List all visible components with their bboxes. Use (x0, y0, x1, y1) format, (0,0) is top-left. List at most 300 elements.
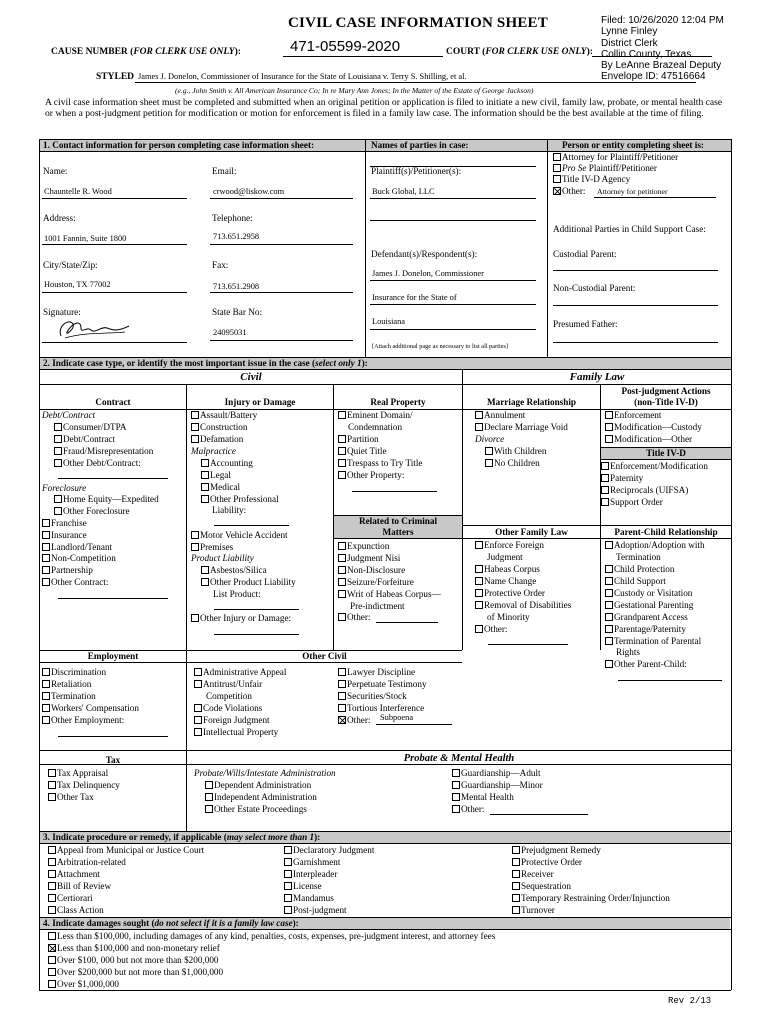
procedure-option-label: License (293, 881, 322, 891)
checkbox[interactable] (42, 578, 50, 586)
name-field[interactable]: Chauntelle R. Wood (44, 187, 112, 196)
procedure-option-label: Certiorari (57, 893, 93, 903)
opt-criminal-other[interactable]: Other: (338, 612, 370, 623)
injury-header: Injury or Damage (224, 397, 296, 407)
opt-asbestos[interactable]: Asbestos/Silica (201, 565, 267, 576)
checkbox[interactable] (54, 507, 62, 515)
opt-other-employment[interactable]: Other Employment: (42, 715, 124, 726)
opt-tax-delinquency[interactable]: Tax Delinquency (48, 780, 120, 791)
checkbox[interactable] (605, 411, 613, 419)
styled-field[interactable]: James J. Donelon, Commissioner of Insurance for the State of Louisiana v. Terry S. Shilling, et al. (138, 72, 467, 81)
procedure-option[interactable] (48, 893, 204, 905)
checkbox[interactable] (48, 968, 56, 976)
opt-accounting[interactable]: Accounting (201, 458, 253, 469)
checkbox[interactable] (201, 495, 209, 503)
presumed-father-label: Presumed Father: (553, 319, 618, 329)
opt-retaliation[interactable]: Retaliation (42, 679, 91, 690)
stamp-county: Collin County, Texas (601, 48, 692, 60)
checkbox[interactable] (194, 716, 202, 724)
custodial-parent-label: Custodial Parent: (553, 249, 617, 259)
stamp-envelope: Envelope ID: 47516664 (601, 71, 706, 83)
checkbox[interactable] (42, 554, 50, 562)
opt-other-foreclosure[interactable]: Other Foreclosure (54, 506, 130, 517)
opt-no-children[interactable]: No Children (485, 458, 540, 469)
section-2-title: 2. Indicate case type, or identify the most important issue in the case (select only 1): (43, 358, 368, 368)
checkbox[interactable] (605, 423, 613, 431)
checkbox[interactable] (338, 542, 346, 550)
opt-tax-appraisal[interactable]: Tax Appraisal (48, 768, 108, 779)
checkbox[interactable] (48, 882, 56, 890)
opt-probate-other[interactable]: Other: (452, 804, 484, 815)
tax-header: Tax (105, 755, 121, 765)
checkbox[interactable] (54, 459, 62, 467)
checkbox[interactable] (485, 447, 493, 455)
opt-quiet-title[interactable]: Quiet Title (338, 446, 387, 457)
opt-workers-comp[interactable]: Workers' Compensation (42, 703, 139, 714)
opt-other-civil[interactable]: Other: (338, 715, 370, 726)
procedure-option[interactable] (512, 869, 670, 881)
checkbox[interactable] (191, 411, 199, 419)
checkbox[interactable] (191, 435, 199, 443)
divorce-label: Divorce (475, 434, 505, 444)
opt-other-debt[interactable]: Other Debt/Contract: (54, 458, 141, 469)
checkbox[interactable] (452, 781, 460, 789)
opt-pro-se[interactable]: Pro Se Plaintiff/Petitioner (553, 163, 657, 174)
checkbox[interactable] (201, 578, 209, 586)
opt-partnership[interactable]: Partnership (42, 565, 93, 576)
procedure-option[interactable] (512, 905, 670, 917)
procedure-option-label: Class Action (57, 905, 104, 915)
opt-writ-habeas[interactable]: Writ of Habeas Corpus— (338, 589, 441, 600)
checkbox[interactable] (512, 906, 520, 914)
checkbox[interactable] (605, 637, 613, 645)
checkbox[interactable] (605, 577, 613, 585)
judgment-label: Judgment (487, 552, 523, 562)
list-product-label: List Product: (213, 589, 261, 599)
checkbox[interactable] (194, 680, 202, 688)
opt-other-property[interactable]: Other Property: (338, 470, 404, 481)
opt-defamation[interactable]: Defamation (191, 434, 243, 445)
telephone-label: Telephone: (212, 213, 253, 223)
checkbox[interactable] (553, 175, 561, 183)
opt-non-competition[interactable]: Non-Competition (42, 553, 116, 564)
opt-termination-rights[interactable]: Termination of Parental (605, 636, 701, 647)
email-field[interactable]: crwood@liskow.com (213, 187, 285, 196)
procedure-option[interactable] (48, 869, 204, 881)
checkbox[interactable] (605, 541, 613, 549)
checkbox[interactable] (48, 846, 56, 854)
pre-indictment-label: Pre-indictment (350, 601, 405, 611)
checkbox[interactable] (201, 471, 209, 479)
court-label: COURT (FOR CLERK USE ONLY): (446, 47, 593, 57)
checkbox[interactable] (338, 692, 346, 700)
checkbox[interactable] (475, 565, 483, 573)
opt-expunction[interactable]: Expunction (338, 541, 389, 552)
checkbox[interactable] (194, 728, 202, 736)
procedure-option[interactable] (512, 845, 670, 857)
opt-other-parent-child[interactable]: Other Parent-Child: (605, 659, 687, 670)
opt-assault[interactable]: Assault/Battery (191, 410, 257, 421)
procedure-option-label: Mandamus (293, 893, 334, 903)
opt-attorney[interactable]: Attorney for Plaintiff/Petitioner (553, 152, 678, 163)
checkbox[interactable] (54, 423, 62, 431)
checkbox[interactable] (475, 541, 483, 549)
parent-child-header: Parent-Child Relationship (614, 527, 718, 537)
fax-label: Fax: (212, 260, 229, 270)
checkbox[interactable] (338, 411, 346, 419)
checkbox[interactable] (338, 554, 346, 562)
opt-mod-other[interactable]: Modification—Other (605, 434, 692, 445)
procedure-option-label: Attachment (57, 869, 100, 879)
checkbox[interactable] (475, 411, 483, 419)
checkbox[interactable] (338, 680, 346, 688)
checkbox[interactable] (338, 578, 346, 586)
checkbox[interactable] (512, 846, 520, 854)
checkbox[interactable] (338, 668, 346, 676)
checkbox[interactable] (338, 447, 346, 455)
procedure-option-label: Protective Order (521, 857, 582, 867)
opt-dependent-admin[interactable]: Dependent Administration (205, 780, 311, 791)
checkbox[interactable] (338, 566, 346, 574)
opt-void-marriage[interactable]: Declare Marriage Void (475, 422, 568, 433)
checkbox[interactable] (191, 543, 199, 551)
opt-franchise[interactable]: Franchise (42, 518, 87, 529)
defendant-label: Defendant(s)/Respondent(s): (371, 249, 478, 259)
checkbox[interactable] (42, 692, 50, 700)
checkbox[interactable] (284, 846, 292, 854)
opt-child-support[interactable]: Child Support (605, 576, 666, 587)
opt-legal[interactable]: Legal (201, 470, 231, 481)
non-custodial-parent-label: Non-Custodial Parent: (553, 283, 636, 293)
intro-text: A civil case information sheet must be completed and submitted when an original petition or application is filed to initiate a new civil, family law, probate, or mental health case or when a post-judgment petition for modification or motion for enforcement is filed in a family law case. The information should be the best available at the time of filing. (45, 97, 723, 119)
checkbox[interactable] (48, 906, 56, 914)
checkbox[interactable] (338, 590, 346, 598)
defendant-field-2[interactable]: Insurance for the State of (372, 293, 457, 302)
debt-contract-label: Debt/Contract (42, 410, 96, 420)
checkbox[interactable] (48, 793, 56, 801)
checkbox[interactable] (48, 956, 56, 964)
checkbox[interactable] (512, 870, 520, 878)
stamp-deputy: By LeAnne Brazeal Deputy (601, 60, 722, 72)
opt-mod-custody[interactable]: Modification—Custody (605, 422, 702, 433)
opt-title-ivd[interactable]: Title IV-D Agency (553, 174, 630, 185)
opt-name-change[interactable]: Name Change (475, 576, 536, 587)
opt-support-order[interactable]: Support Order (601, 497, 663, 508)
opt-mental-health[interactable]: Mental Health (452, 792, 514, 803)
procedure-option-label: Arbitration-related (57, 857, 126, 867)
checkbox[interactable] (475, 589, 483, 597)
checkbox[interactable] (194, 704, 202, 712)
procedure-option[interactable] (284, 881, 374, 893)
procedure-option[interactable] (284, 857, 374, 869)
opt-reciprocals[interactable]: Reciprocals (UIFSA) (601, 485, 688, 496)
checkbox[interactable] (48, 858, 56, 866)
checkbox[interactable] (601, 486, 609, 494)
opt-damages-200k-1m[interactable]: Over $200,000 but not more than $1,000,000 (48, 967, 223, 978)
checkbox[interactable] (475, 577, 483, 585)
marriage-header: Marriage Relationship (486, 397, 577, 407)
checkbox[interactable] (48, 932, 56, 940)
opt-partition[interactable]: Partition (338, 434, 379, 445)
opt-foreign-judgment[interactable]: Foreign Judgment (194, 715, 270, 726)
stamp-filed: Filed: 10/26/2020 12:04 PM (601, 15, 724, 26)
checkbox[interactable] (284, 894, 292, 902)
termination-label: Termination (616, 552, 661, 562)
opt-with-children[interactable]: With Children (485, 446, 546, 457)
employment-header: Employment (87, 651, 139, 661)
opt-other-tax[interactable]: Other Tax (48, 792, 94, 803)
other-civil-header: Other Civil (302, 651, 347, 661)
procedure-option[interactable] (512, 881, 670, 893)
checkbox[interactable] (205, 781, 213, 789)
opt-landlord[interactable]: Landlord/Tenant (42, 542, 112, 553)
opt-damages-under-100k-all[interactable]: Less than $100,000, including damages of any kind, penalties, costs, expenses, pre-judgment interest, and attorney fees (48, 931, 495, 942)
checkbox[interactable] (338, 613, 346, 621)
opt-other-injury[interactable]: Other Injury or Damage: (191, 613, 291, 624)
opt-eminent-domain[interactable]: Eminent Domain/ (338, 410, 413, 421)
opt-annulment[interactable]: Annulment (475, 410, 525, 421)
procedure-option[interactable] (284, 905, 374, 917)
checkbox[interactable] (48, 870, 56, 878)
opt-debt-contract[interactable]: Debt/Contract (54, 434, 115, 445)
checkbox[interactable] (475, 625, 483, 633)
opt-trespass[interactable]: Trespass to Try Title (338, 458, 423, 469)
procedure-option[interactable] (48, 845, 204, 857)
checkbox[interactable] (205, 805, 213, 813)
opt-custody-visitation[interactable]: Custody or Visitation (605, 588, 692, 599)
liability-label: Liability: (212, 505, 247, 515)
other-family-law-header: Other Family Law (495, 527, 568, 537)
opt-judgment-nisi[interactable]: Judgment Nisi (338, 553, 400, 564)
checkbox[interactable] (54, 495, 62, 503)
opt-damages-under-100k-nonmonetary[interactable]: Less than $100,000 and non-monetary relief (48, 943, 220, 954)
other-civil-field[interactable]: Subpoena (380, 713, 414, 722)
stamp-clerk-title: District Clerk (601, 37, 658, 49)
fax-field[interactable]: 713.651.2908 (213, 282, 260, 291)
checkbox[interactable] (194, 668, 202, 676)
checkbox[interactable] (284, 858, 292, 866)
checkbox[interactable] (512, 858, 520, 866)
real-property-header: Real Property (370, 397, 426, 407)
opt-medical[interactable]: Medical (201, 482, 240, 493)
opt-lawyer-discipline[interactable]: Lawyer Discipline (338, 667, 415, 678)
opt-guardianship-minor[interactable]: Guardianship—Minor (452, 780, 543, 791)
procedure-option[interactable] (284, 869, 374, 881)
defendant-field-1[interactable]: James J. Donelon, Commissioner (372, 269, 484, 278)
opt-securities[interactable]: Securities/Stock (338, 691, 407, 702)
opt-seizure[interactable]: Seizure/Forfeiture (338, 577, 414, 588)
opt-admin-appeal[interactable]: Administrative Appeal (194, 667, 286, 678)
checkbox[interactable] (475, 423, 483, 431)
checkbox[interactable] (48, 769, 56, 777)
checkbox-checked[interactable] (48, 944, 56, 952)
checkbox[interactable] (553, 164, 561, 172)
opt-family-other[interactable]: Other: (475, 624, 507, 635)
procedure-column-1 (48, 845, 204, 917)
opt-premises[interactable]: Premises (191, 542, 233, 553)
checkbox[interactable] (48, 894, 56, 902)
opt-adoption[interactable]: Adoption/Adoption with (605, 540, 705, 551)
opt-grandparent[interactable]: Grandparent Access (605, 612, 688, 623)
checkbox[interactable] (452, 793, 460, 801)
checkbox-checked[interactable] (553, 187, 561, 195)
checkbox[interactable] (553, 153, 561, 161)
opt-intellectual-property[interactable]: Intellectual Property (194, 727, 278, 738)
opt-consumer-dtpa[interactable]: Consumer/DTPA (54, 422, 126, 433)
checkbox[interactable] (512, 882, 520, 890)
checkbox[interactable] (605, 435, 613, 443)
stamp-clerk-name: Lynne Finley (601, 26, 658, 38)
checkbox[interactable] (601, 462, 609, 470)
checkbox[interactable] (338, 435, 346, 443)
defendant-field-3[interactable]: Louisiana (372, 317, 406, 326)
checkbox[interactable] (205, 793, 213, 801)
checkbox[interactable] (605, 589, 613, 597)
checkbox[interactable] (605, 625, 613, 633)
opt-home-equity[interactable]: Home Equity—Expedited (54, 494, 159, 505)
plaintiff-label: Plaintiff(s)/Petitioner(s): (371, 166, 462, 176)
criminal-matters-header: Related to Criminal Matters (358, 516, 438, 537)
checkbox[interactable] (284, 870, 292, 878)
opt-damages-over-1m[interactable]: Over $1,000,000 (48, 979, 119, 990)
checkbox[interactable] (338, 459, 346, 467)
checkbox[interactable] (284, 882, 292, 890)
procedure-option-label: Sequestration (521, 881, 572, 891)
checkbox[interactable] (512, 894, 520, 902)
opt-other-field[interactable]: Attorney for petitioner (597, 187, 668, 196)
procedure-option[interactable] (48, 905, 204, 917)
checkbox[interactable] (191, 614, 199, 622)
title-ivd-header: Title IV-D (646, 448, 686, 458)
condemnation-label: Condemnation (348, 422, 403, 432)
foreclosure-label: Foreclosure (42, 483, 87, 493)
checkbox[interactable] (48, 980, 56, 988)
opt-code-violations[interactable]: Code Violations (194, 703, 262, 714)
opt-damages-100k-200k[interactable]: Over $100, 000 but not more than $200,000 (48, 955, 219, 966)
opt-non-disclosure[interactable]: Non-Disclosure (338, 565, 405, 576)
procedure-option[interactable] (512, 857, 670, 869)
checkbox[interactable] (42, 716, 50, 724)
opt-motor-vehicle[interactable]: Motor Vehicle Accident (191, 530, 288, 541)
checkbox[interactable] (338, 704, 346, 712)
opt-protective-order-fam[interactable]: Protective Order (475, 588, 545, 599)
opt-enforcement[interactable]: Enforcement (605, 410, 661, 421)
opt-child-protection[interactable]: Child Protection (605, 564, 674, 575)
styled-example: (e.g., John Smith v. All American Insurance Co; In re Mary Ann Jones; In the Matter of the Estate of George Jackson) (175, 86, 534, 95)
checkbox[interactable] (201, 566, 209, 574)
checkbox[interactable] (191, 423, 199, 431)
signature-label: Signature: (43, 307, 81, 317)
city-state-zip-field[interactable]: Houston, TX 77002 (44, 280, 111, 289)
checkbox-checked[interactable] (338, 716, 346, 724)
checkbox[interactable] (54, 435, 62, 443)
probate-header: Probate & Mental Health (403, 753, 515, 764)
checkbox[interactable] (42, 704, 50, 712)
opt-habeas-corpus[interactable]: Habeas Corpus (475, 564, 540, 575)
checkbox[interactable] (201, 483, 209, 491)
cause-number-field[interactable]: 471-05599-2020 (290, 38, 401, 55)
parties-title: Names of parties in case: (371, 140, 469, 150)
procedure-option-label: Bill of Review (57, 881, 112, 891)
opt-termination[interactable]: Termination (42, 691, 96, 702)
checkbox[interactable] (54, 447, 62, 455)
opt-parentage[interactable]: Parentage/Paternity (605, 624, 686, 635)
checkbox[interactable] (485, 459, 493, 467)
procedure-option-label: Turnover (521, 905, 555, 915)
checkbox[interactable] (284, 906, 292, 914)
opt-fraud[interactable]: Fraud/Misrepresentation (54, 446, 153, 457)
opt-other-contract[interactable]: Other Contract: (42, 577, 108, 588)
opt-other-professional[interactable]: Other Professional (201, 494, 279, 505)
address-field[interactable]: 1001 Fannin, Suite 1800 (44, 234, 127, 243)
checkbox[interactable] (475, 601, 483, 609)
checkbox[interactable] (605, 660, 613, 668)
postjudgment-header: Post-judgment Actions (non-Title IV-D) (621, 386, 711, 407)
procedure-option[interactable] (48, 881, 204, 893)
checkbox[interactable] (191, 531, 199, 539)
opt-insurance[interactable]: Insurance (42, 530, 87, 541)
checkbox[interactable] (452, 769, 460, 777)
procedure-option[interactable] (284, 893, 374, 905)
opt-other[interactable]: Other: (553, 186, 585, 197)
opt-guardianship-adult[interactable]: Guardianship—Adult (452, 768, 541, 779)
checkbox[interactable] (42, 668, 50, 676)
opt-independent-admin[interactable]: Independent Administration (205, 792, 317, 803)
opt-enf-mod[interactable]: Enforcement/Modification (601, 461, 708, 472)
opt-removal-disabilities[interactable]: Removal of Disabilities (475, 600, 571, 611)
opt-antitrust[interactable]: Antitrust/Unfair (194, 679, 262, 690)
procedure-option[interactable] (48, 857, 204, 869)
checkbox[interactable] (42, 543, 50, 551)
opt-other-estate[interactable]: Other Estate Proceedings (205, 804, 307, 815)
checkbox[interactable] (601, 498, 609, 506)
checkbox[interactable] (605, 601, 613, 609)
contract-header: Contract (95, 397, 131, 407)
checkbox[interactable] (201, 459, 209, 467)
checkbox[interactable] (42, 680, 50, 688)
state-bar-field[interactable]: 24095031 (213, 328, 247, 337)
opt-other-product[interactable]: Other Product Liability (201, 577, 296, 588)
procedure-option[interactable] (284, 845, 374, 857)
checkbox[interactable] (605, 565, 613, 573)
name-label: Name: (43, 166, 68, 176)
procedure-column-3 (512, 845, 670, 917)
opt-tortious[interactable]: Tortious Interference (338, 703, 424, 714)
opt-discrimination[interactable]: Discrimination (42, 667, 106, 678)
checkbox[interactable] (452, 805, 460, 813)
competition-label: Competition (206, 691, 252, 701)
telephone-field[interactable]: 713.651.2958 (213, 232, 260, 241)
checkbox[interactable] (601, 474, 609, 482)
probate-subheader: Probate/Wills/Intestate Administration (194, 768, 336, 778)
opt-perpetuate[interactable]: Perpetuate Testimony (338, 679, 427, 690)
page-title: CIVIL CASE INFORMATION SHEET (288, 15, 548, 31)
civil-header: Civil (240, 371, 262, 383)
procedure-option[interactable] (512, 893, 670, 905)
opt-construction[interactable]: Construction (191, 422, 247, 433)
opt-paternity[interactable]: Paternity (601, 473, 643, 484)
checkbox[interactable] (42, 566, 50, 574)
plaintiff-field[interactable]: Buck Global, LLC (372, 187, 435, 196)
opt-gestational[interactable]: Gestational Parenting (605, 600, 693, 611)
checkbox[interactable] (48, 781, 56, 789)
opt-enforce-foreign[interactable]: Enforce Foreign (475, 540, 544, 551)
checkbox[interactable] (42, 519, 50, 527)
checkbox[interactable] (605, 613, 613, 621)
city-state-zip-label: City/State/Zip: (43, 260, 98, 270)
checkbox[interactable] (42, 531, 50, 539)
checkbox[interactable] (338, 471, 346, 479)
